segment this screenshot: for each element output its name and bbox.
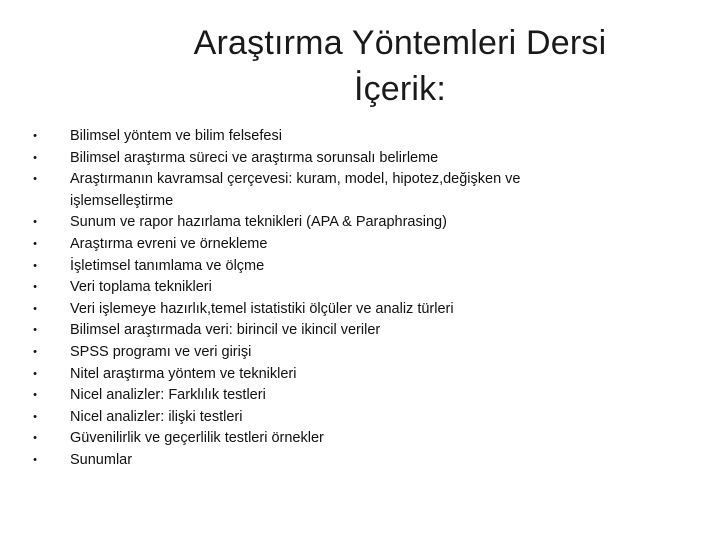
list-item-text: Araştırma evreni ve örnekleme <box>70 235 268 252</box>
list-item <box>24 320 704 342</box>
bullet-icon: • <box>33 237 37 250</box>
list-item-text: Nicel analizler: ilişki testleri <box>70 408 243 425</box>
list-item <box>24 342 704 364</box>
slide-title-line-2: İçerik: <box>353 70 447 108</box>
list-item-text: Sunum ve rapor hazırlama teknikleri (APA & Paraphrasing) <box>70 214 447 231</box>
list-item-text: SPSS programı ve veri girişi <box>70 343 252 360</box>
bullet-icon: • <box>33 345 37 358</box>
bullet-icon: • <box>33 281 37 294</box>
bullet-icon: • <box>33 324 37 337</box>
list-item-text: Veri toplama teknikleri <box>70 279 212 296</box>
list-item <box>24 148 704 170</box>
list-item-text: Bilimsel araştırmada veri: birincil ve ikincil veriler <box>70 322 381 339</box>
list-item-text: Sunumlar <box>70 451 133 468</box>
list-item-text: Veri işlemeye hazırlık,temel istatistiki ölçüler ve analiz türleri <box>70 300 454 317</box>
list-item <box>24 407 704 429</box>
list-item <box>24 450 704 472</box>
list-item <box>24 277 704 299</box>
list-item-text: Nicel analizler: Farklılık testleri <box>70 387 266 404</box>
bullet-icon: • <box>33 151 37 164</box>
list-item <box>24 385 704 407</box>
list-item <box>24 126 704 148</box>
bullet-icon: • <box>33 432 37 445</box>
list-item-text: Bilimsel yöntem ve bilim felsefesi <box>70 128 282 144</box>
list-item <box>24 234 704 256</box>
bullet-icon: • <box>33 173 37 186</box>
slide-title-line-1: Araştırma Yöntemleri Dersi <box>193 24 607 62</box>
list-item-text: İşletimsel tanımlama ve ölçme <box>70 257 265 274</box>
bullet-icon: • <box>33 302 37 315</box>
list-item <box>24 256 704 278</box>
list-item <box>24 364 704 386</box>
list-item <box>24 169 704 212</box>
list-item <box>24 299 704 321</box>
bullet-icon: • <box>33 389 37 402</box>
bullet-icon: • <box>33 259 37 272</box>
list-item <box>24 212 704 234</box>
bullet-icon: • <box>33 216 37 229</box>
list-item <box>24 428 704 450</box>
bullet-icon: • <box>33 130 37 142</box>
slide-title <box>0 20 720 112</box>
bullet-icon: • <box>33 410 37 423</box>
bullet-icon: • <box>33 367 37 380</box>
list-item-text: Nitel araştırma yöntem ve teknikleri <box>70 365 297 382</box>
list-item-text: Güvenilirlik ve geçerlilik testleri örnekler <box>70 430 324 447</box>
list-item-text: Araştırmanın kavramsal çerçevesi: kuram, model, hipotez,değişken ve işlemselleştirme <box>70 171 521 209</box>
bullet-icon: • <box>33 453 37 466</box>
content-bullet-list <box>24 126 704 472</box>
list-item-text: Bilimsel araştırma süreci ve araştırma sorunsalı belirleme <box>70 149 439 166</box>
